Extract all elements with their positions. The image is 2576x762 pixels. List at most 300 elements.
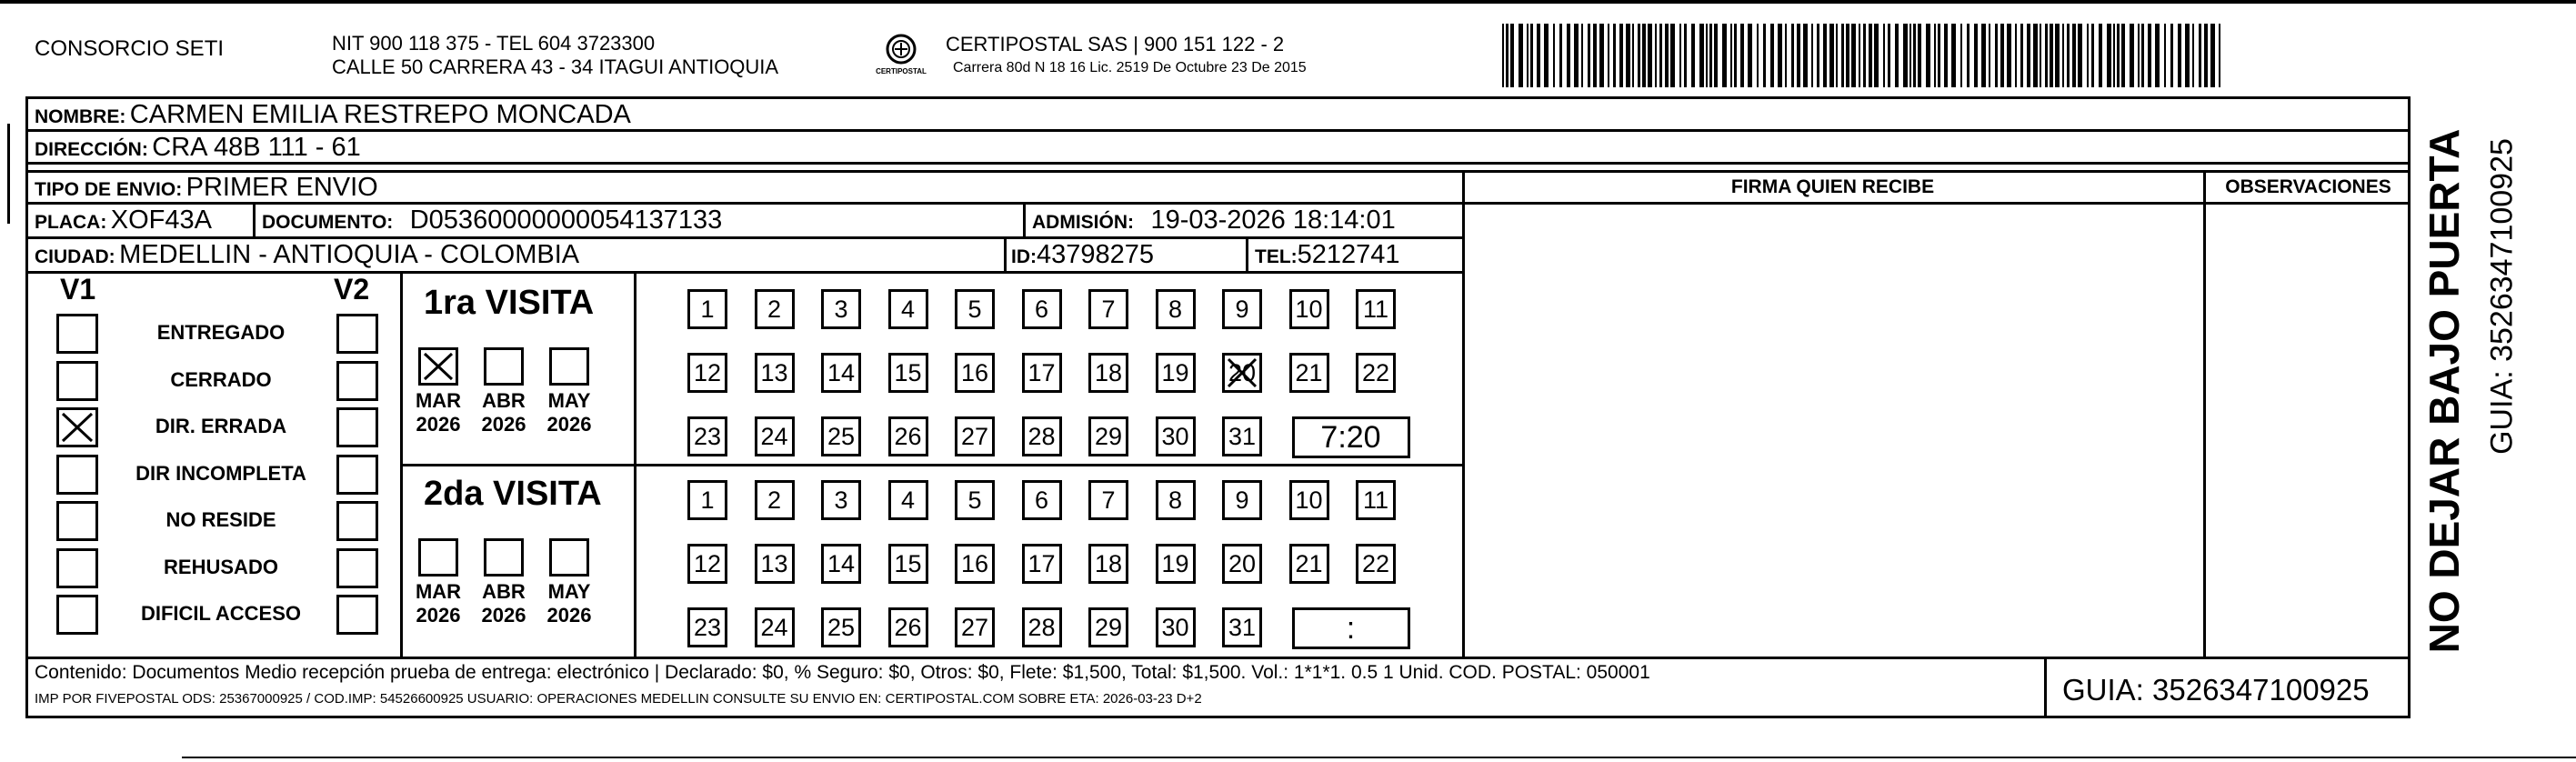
direccion-label: DIRECCIÓN: (35, 139, 148, 160)
second-visit-day-box[interactable] (1222, 480, 1262, 520)
first-visit-day-box[interactable] (1022, 353, 1062, 393)
barcode-bar (1829, 24, 1834, 87)
second-visit-month-label (406, 580, 470, 627)
month-year: 2026 (481, 604, 526, 627)
day-number: 15 (894, 550, 922, 577)
first-visit-title: 1ra VISITA (424, 284, 595, 322)
day-number: 20 (1228, 359, 1257, 386)
barcode-bar (1757, 24, 1759, 87)
second-visit-day-box[interactable] (955, 544, 995, 584)
barcode-bar (1995, 24, 1998, 87)
day-number: 26 (894, 614, 922, 641)
side-guia: GUIA: 3526347100925 (2484, 138, 2520, 455)
barcode-bar (1665, 24, 1669, 87)
barcode-bar (1659, 24, 1662, 87)
month-year: 2026 (546, 604, 592, 627)
barcode-bar (2192, 24, 2194, 87)
documento-row (262, 206, 722, 236)
day-number: 9 (1235, 296, 1249, 323)
col-divider (1246, 236, 1248, 271)
second-visit-day-box[interactable] (1156, 480, 1196, 520)
barcode-bar (2155, 24, 2160, 87)
address-line: CALLE 50 CARRERA 43 - 34 ITAGUI ANTIOQUIA (332, 55, 779, 78)
barcode-bar (2015, 24, 2017, 87)
day-number: 13 (760, 359, 788, 386)
status-label: NO RESIDE (165, 508, 276, 531)
day-number: 5 (967, 296, 982, 323)
barcode-bar (1913, 24, 1916, 87)
barcode-bar (1684, 24, 1687, 87)
month-name: MAR (415, 389, 462, 412)
day-number: 6 (1034, 486, 1049, 514)
admision-value: 19-03-2026 18:14:01 (1150, 206, 1396, 235)
barcode-bar (1642, 24, 1646, 87)
row-line (25, 162, 2411, 165)
v1-checkbox[interactable] (56, 548, 98, 588)
first-visit-day-box[interactable] (1022, 416, 1062, 456)
placa-value: XOF43A (110, 206, 212, 235)
barcode-bar (1918, 24, 1921, 87)
barcode (1502, 24, 2230, 87)
barcode-bar (2072, 24, 2076, 87)
barcode-bar (1722, 24, 1727, 87)
v1-checkbox[interactable] (56, 455, 98, 495)
day-number: 11 (1362, 296, 1389, 323)
second-visit-day-box[interactable] (1022, 607, 1062, 647)
status-label: DIR. ERRADA (155, 415, 287, 437)
barcode-bar (1938, 24, 1940, 87)
month-year: 2026 (416, 604, 461, 627)
barcode-bar (2050, 24, 2053, 87)
barcode-bar (2040, 24, 2041, 87)
barcode-bar (2091, 24, 2094, 87)
day-number: 7 (1101, 486, 1116, 514)
x-mark-icon (421, 371, 456, 386)
row-line (25, 271, 1462, 274)
time-value: 7:20 (1320, 420, 1381, 455)
barcode-bar (1863, 24, 1866, 87)
tipo-label: TIPO DE ENVIO: (35, 179, 183, 200)
day-number: 27 (960, 614, 989, 641)
barcode-bar (2078, 24, 2082, 87)
first-visit-day-box[interactable] (821, 289, 861, 329)
barcode-bar (2027, 24, 2030, 87)
day-number: 24 (760, 614, 788, 641)
v2-checkbox[interactable] (336, 595, 378, 635)
first-visit-day-box[interactable] (1222, 353, 1262, 393)
barcode-bar (1670, 24, 1675, 87)
day-number: 2 (767, 296, 782, 323)
month-name: MAY (547, 580, 591, 603)
day-number: 14 (827, 359, 856, 386)
tipo-row (35, 173, 378, 203)
barcode-bar (1588, 24, 1590, 87)
first-visit-time-box[interactable] (1292, 416, 1410, 458)
barcode-bar (1740, 24, 1744, 87)
barcode-bar (1709, 24, 1712, 87)
barcode-bar (2055, 24, 2060, 87)
day-number: 10 (1295, 296, 1323, 323)
day-number: 7 (1101, 296, 1116, 323)
month-year: 2026 (546, 413, 592, 436)
barcode-bar (2204, 24, 2208, 87)
tel-value: 5212741 (1297, 240, 1400, 269)
first-visit-day-box[interactable] (1156, 353, 1196, 393)
second-visit-day-box[interactable] (687, 480, 727, 520)
license-line: Carrera 80d N 18 16 Lic. 2519 De Octubre 23 De 2015 (953, 60, 1307, 75)
barcode-bar (1903, 24, 1908, 87)
top-border (0, 0, 2576, 4)
barcode-bar (1934, 24, 1936, 87)
barcode-bar (1599, 24, 1604, 87)
v2-checkbox[interactable] (336, 407, 378, 447)
barcode-bar (1823, 24, 1827, 87)
barcode-bar (1974, 24, 1978, 87)
first-visit-day-box[interactable] (1356, 289, 1396, 329)
second-visit-day-box[interactable] (687, 607, 727, 647)
second-visit-day-box[interactable] (1022, 480, 1062, 520)
margin-tick (7, 124, 10, 224)
barcode-bar (1951, 24, 1956, 87)
day-number: 25 (827, 423, 856, 450)
first-visit-day-box[interactable] (1022, 289, 1062, 329)
barcode-bar (1869, 24, 1872, 87)
day-number: 25 (827, 614, 856, 641)
day-number: 18 (1094, 359, 1123, 386)
second-visit-month-checkbox[interactable] (418, 538, 458, 577)
direccion-row (35, 133, 361, 163)
barcode-bar (1909, 24, 1911, 87)
v1-checkbox[interactable] (56, 595, 98, 635)
barcode-bar (2099, 24, 2102, 87)
barcode-bar (1846, 24, 1849, 87)
barcode-bar (2033, 24, 2038, 87)
second-visit-day-box[interactable] (755, 607, 795, 647)
first-visit-day-box[interactable] (1289, 289, 1329, 329)
month-name: ABR (482, 580, 526, 603)
first-visit-month-checkbox[interactable] (549, 347, 589, 386)
day-number: 1 (700, 486, 715, 514)
barcode-bar (1797, 24, 1800, 87)
id-value: 43798275 (1037, 240, 1155, 269)
second-visit-day-box[interactable] (1022, 544, 1062, 584)
second-visit-title: 2da VISITA (424, 475, 602, 513)
month-name: MAY (547, 389, 591, 412)
second-visit-day-box[interactable] (821, 544, 861, 584)
col-divider (1023, 202, 1026, 236)
barcode-bar (1510, 24, 1514, 87)
day-number: 22 (1361, 550, 1390, 577)
second-visit-day-box[interactable] (888, 607, 928, 647)
status-label: REHUSADO (164, 555, 278, 578)
second-visit-day-box[interactable] (888, 480, 928, 520)
barcode-bar (2178, 24, 2181, 87)
first-visit-day-box[interactable] (955, 416, 995, 456)
barcode-bar (1537, 24, 1540, 87)
logo-text: CERTIPOSTAL (876, 67, 927, 75)
first-visit-day-box[interactable] (888, 416, 928, 456)
documento-value: D05360000000054137133 (409, 206, 723, 235)
second-visit-day-box[interactable] (1088, 544, 1128, 584)
barcode-bar (1506, 24, 1509, 87)
day-number: 26 (894, 423, 922, 450)
v2-checkbox[interactable] (336, 455, 378, 495)
day-number: 27 (960, 423, 989, 450)
first-visit-day-box[interactable] (1088, 416, 1128, 456)
first-visit-day-box[interactable] (687, 289, 727, 329)
first-visit-day-box[interactable] (821, 416, 861, 456)
nombre-row (35, 100, 631, 130)
barcode-bar (1895, 24, 1899, 87)
barcode-bar (1691, 24, 1695, 87)
barcode-bar (1803, 24, 1808, 87)
second-visit-month-checkbox[interactable] (549, 538, 589, 577)
barcode-bar (1527, 24, 1529, 87)
day-number: 21 (1295, 359, 1323, 386)
certipostal-logo (877, 33, 926, 80)
barcode-bar (2007, 24, 2011, 87)
footer-content: Contenido: Documentos Medio recepción prueba de entrega: electrónico | Declarado: $0, % Seguro: $0, Otros: $0, Flete: $1,500, Total: $1,500. Vol.: 1*1*1. 0.5 1 Unid. COD. POSTAL: 050001 (35, 662, 1650, 683)
second-visit-day-box[interactable] (821, 607, 861, 647)
status-label: DIFICIL ACCESO (140, 602, 301, 625)
month-name: MAR (415, 580, 462, 603)
first-visit-day-box[interactable] (755, 289, 795, 329)
barcode-bar (2020, 24, 2023, 87)
barcode-bar (2185, 24, 2190, 87)
barcode-bar (1581, 24, 1583, 87)
barcode-bar (1574, 24, 1579, 87)
second-visit-day-box[interactable] (755, 544, 795, 584)
x-mark-icon (1225, 356, 1259, 399)
second-visit-month-checkbox[interactable] (484, 538, 524, 577)
barcode-bar (2148, 24, 2151, 87)
barcode-bar (1706, 24, 1708, 87)
day-number: 8 (1168, 486, 1183, 514)
barcode-bar (1559, 24, 1562, 87)
second-visit-day-box[interactable] (1222, 607, 1262, 647)
first-visit-day-box[interactable] (955, 353, 995, 393)
first-visit-month-label (406, 389, 470, 436)
first-visit-day-box[interactable] (1156, 416, 1196, 456)
first-visit-day-box[interactable] (888, 289, 928, 329)
barcode-bar (1626, 24, 1630, 87)
second-visit-day-box[interactable] (1356, 480, 1396, 520)
barcode-bar (1553, 24, 1555, 87)
day-number: 13 (760, 550, 788, 577)
col-divider (2044, 657, 2047, 718)
day-number: 3 (834, 486, 848, 514)
month-name: ABR (482, 389, 526, 412)
row-line (25, 202, 2411, 205)
tipo-value: PRIMER ENVIO (185, 173, 378, 202)
first-visit-month-checkbox[interactable] (484, 347, 524, 386)
time-value: : (1346, 611, 1356, 646)
first-visit-day-box[interactable] (1222, 289, 1262, 329)
v2-checkbox[interactable] (336, 314, 378, 354)
day-number: 5 (967, 486, 982, 514)
day-number: 6 (1034, 296, 1049, 323)
day-number: 29 (1094, 614, 1123, 641)
day-number: 17 (1027, 550, 1056, 577)
barcode-bar (1613, 24, 1616, 87)
second-visit-month-label (537, 580, 601, 627)
second-visit-day-box[interactable] (1088, 480, 1128, 520)
day-number: 9 (1235, 486, 1249, 514)
second-visit-day-box[interactable] (755, 480, 795, 520)
first-visit-month-checkbox[interactable] (418, 347, 458, 386)
day-number: 22 (1361, 359, 1390, 386)
day-number: 23 (693, 423, 722, 450)
day-number: 12 (693, 550, 722, 577)
day-number: 19 (1161, 359, 1189, 386)
second-visit-day-box[interactable] (687, 544, 727, 584)
second-visit-day-box[interactable] (1156, 544, 1196, 584)
barcode-bar (1748, 24, 1752, 87)
side-warning: NO DEJAR BAJO PUERTA (2421, 128, 2468, 654)
barcode-bar (2130, 24, 2134, 87)
v2-checkbox[interactable] (336, 501, 378, 541)
certipostal-line: CERTIPOSTAL SAS | 900 151 122 - 2 (946, 33, 1285, 55)
first-visit-day-box[interactable] (821, 353, 861, 393)
barcode-bar (1926, 24, 1930, 87)
day-number: 17 (1027, 359, 1056, 386)
barcode-bar (2141, 24, 2144, 87)
v1-checkbox[interactable] (56, 407, 98, 447)
first-visit-day-box[interactable] (955, 289, 995, 329)
row-line (25, 657, 2411, 659)
barcode-bar (1770, 24, 1774, 87)
v1-header: V1 (60, 273, 96, 306)
barcode-bar (1763, 24, 1766, 87)
second-visit-day-box[interactable] (1222, 544, 1262, 584)
bottom-border (182, 757, 2576, 758)
barcode-bar (2087, 24, 2089, 87)
day-number: 18 (1094, 550, 1123, 577)
v2-checkbox[interactable] (336, 361, 378, 401)
first-visit-day-box[interactable] (687, 416, 727, 456)
second-visit-day-box[interactable] (955, 607, 995, 647)
day-number: 30 (1161, 423, 1189, 450)
barcode-bar (1883, 24, 1885, 87)
barcode-bar (1859, 24, 1860, 87)
barcode-bar (2138, 24, 2140, 87)
tel-label: TEL: (1255, 246, 1298, 267)
barcode-bar (2170, 24, 2173, 87)
first-visit-month-label (537, 389, 601, 436)
barcode-bar (1888, 24, 1890, 87)
second-visit-day-box[interactable] (955, 480, 995, 520)
barcode-bar (2199, 24, 2201, 87)
day-number: 2 (767, 486, 782, 514)
barcode-bar (1841, 24, 1844, 87)
barcode-bar (1785, 24, 1787, 87)
status-label: CERRADO (170, 367, 272, 391)
day-number: 29 (1094, 423, 1123, 450)
first-visit-month-label (472, 389, 536, 436)
day-number: 12 (693, 359, 722, 386)
barcode-bar (1817, 24, 1819, 87)
barcode-bar (1679, 24, 1681, 87)
col-divider (1004, 236, 1007, 271)
visit-divider (400, 464, 1462, 466)
barcode-bar (1960, 24, 1962, 87)
second-visit-day-box[interactable] (1289, 480, 1329, 520)
nit-line: NIT 900 118 375 - TEL 604 3723300 (332, 32, 656, 55)
nombre-value: CARMEN EMILIA RESTREPO MONCADA (129, 100, 631, 129)
barcode-bar (1967, 24, 1970, 87)
col-divider (1462, 170, 1465, 657)
barcode-bar (1619, 24, 1623, 87)
day-number: 23 (693, 614, 722, 641)
first-visit-day-box[interactable] (755, 416, 795, 456)
admision-row (1032, 206, 1396, 236)
day-number: 20 (1228, 550, 1257, 577)
first-visit-day-box[interactable] (1289, 353, 1329, 393)
day-number: 31 (1228, 423, 1257, 450)
firma-header: FIRMA QUIEN RECIBE (1730, 176, 1935, 197)
day-number: 24 (760, 423, 788, 450)
first-visit-day-box[interactable] (755, 353, 795, 393)
ciudad-row (35, 240, 579, 270)
barcode-bar (1874, 24, 1879, 87)
second-visit-day-box[interactable] (1356, 544, 1396, 584)
col-divider (253, 202, 256, 236)
first-visit-day-box[interactable] (1222, 416, 1262, 456)
tel-row (1255, 240, 1400, 270)
second-visit-day-box[interactable] (888, 544, 928, 584)
second-visit-day-box[interactable] (1156, 607, 1196, 647)
barcode-bar (2117, 24, 2120, 87)
first-visit-day-box[interactable] (687, 353, 727, 393)
barcode-bar (1981, 24, 1986, 87)
id-row (1011, 240, 1154, 270)
first-visit-day-box[interactable] (1088, 289, 1128, 329)
day-number: 4 (900, 486, 916, 514)
barcode-bar (1944, 24, 1948, 87)
month-year: 2026 (416, 413, 461, 436)
first-visit-day-box[interactable] (1088, 353, 1128, 393)
observaciones-header: OBSERVACIONES (2225, 176, 2391, 197)
day-number: 28 (1027, 423, 1056, 450)
barcode-bar (1632, 24, 1634, 87)
footer-print-info: IMP POR FIVEPOSTAL ODS: 25367000925 / COD.IMP: 54526600925 USUARIO: OPERACIONES MEDELLIN CONSULTE SU ENVIO EN: CERTIPOSTAL.COM SOBRE ETA: 2026-03-23 D+2 (35, 691, 1202, 707)
v1-checkbox[interactable] (56, 501, 98, 541)
second-visit-day-box[interactable] (1289, 544, 1329, 584)
second-visit-day-box[interactable] (1088, 607, 1128, 647)
v2-checkbox[interactable] (336, 548, 378, 588)
direccion-value: CRA 48B 111 - 61 (152, 133, 361, 162)
v1-checkbox[interactable] (56, 361, 98, 401)
placa-label: PLACA: (35, 212, 107, 233)
day-number: 11 (1362, 486, 1389, 514)
first-visit-day-box[interactable] (1356, 353, 1396, 393)
barcode-bar (2164, 24, 2166, 87)
barcode-bar (1734, 24, 1737, 87)
barcode-bar (1655, 24, 1657, 87)
ciudad-value: MEDELLIN - ANTIOQUIA - COLOMBIA (119, 240, 580, 269)
barcode-bar (1544, 24, 1549, 87)
second-visit-day-box[interactable] (821, 480, 861, 520)
barcode-bar (1791, 24, 1794, 87)
second-visit-time-box[interactable] (1292, 607, 1410, 649)
day-number: 3 (834, 296, 848, 323)
first-visit-day-box[interactable] (888, 353, 928, 393)
barcode-bar (2107, 24, 2111, 87)
v1-checkbox[interactable] (56, 314, 98, 354)
id-label: ID: (1011, 246, 1037, 267)
day-number: 14 (827, 550, 856, 577)
first-visit-day-box[interactable] (1156, 289, 1196, 329)
